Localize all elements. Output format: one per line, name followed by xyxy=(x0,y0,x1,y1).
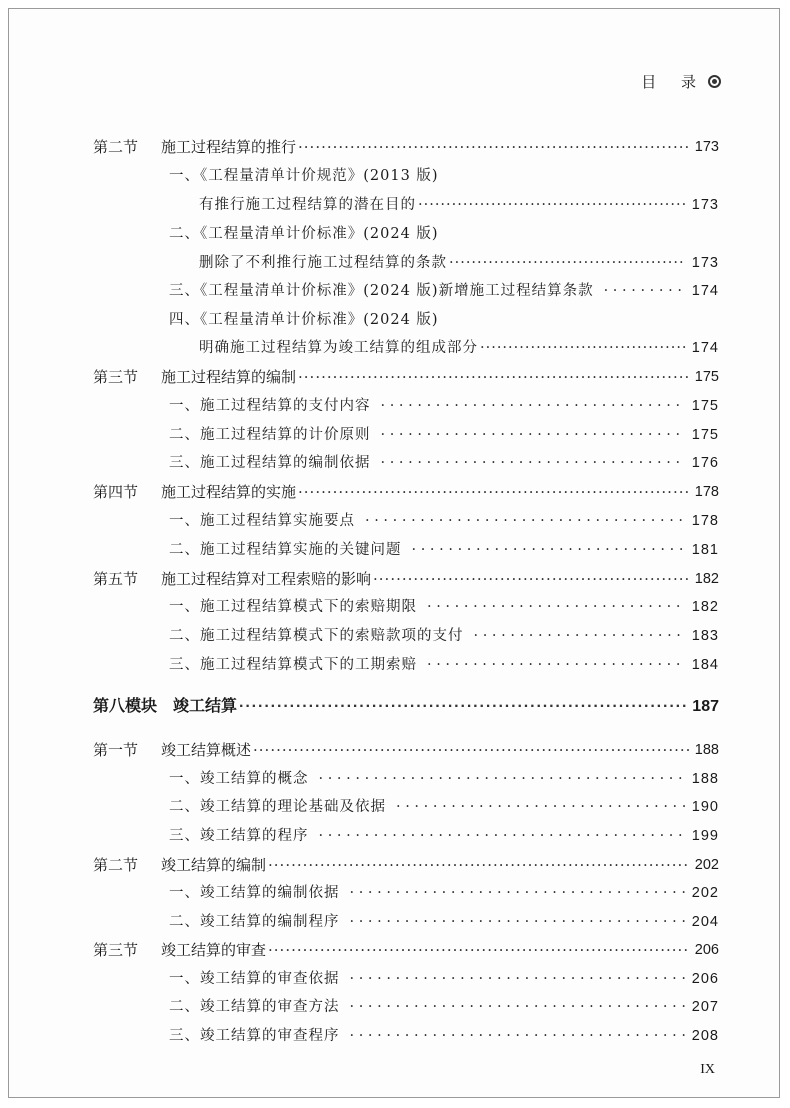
toc-entry-sec xyxy=(93,480,719,504)
toc-title-text: 三、竣工结算的程序 xyxy=(169,828,309,844)
toc-title-text: 删除了不利推行施工过程结算的条款 xyxy=(199,255,447,271)
circle-bullet-icon xyxy=(708,75,721,88)
toc-entry-sub xyxy=(93,538,719,562)
toc-entry-sub xyxy=(93,653,719,677)
toc-title-text: 明确施工过程结算为竣工结算的组成部分 xyxy=(199,340,478,356)
toc-page-number: 176 xyxy=(691,455,719,471)
toc-entry-sub xyxy=(93,624,719,648)
toc-entry-title xyxy=(169,164,439,188)
toc-entry-sub xyxy=(93,1024,719,1048)
dot-leader xyxy=(350,910,686,934)
toc-title-text: 一、竣工结算的编制依据 xyxy=(169,885,340,901)
dot-leader xyxy=(253,738,689,762)
toc-page-number: 188 xyxy=(694,742,719,758)
toc-section-label: 第四节 xyxy=(93,483,139,501)
toc-title-text: 三、施工过程结算的编制依据 xyxy=(169,455,371,471)
toc-page-number: 174 xyxy=(691,340,719,356)
toc-page-number: 208 xyxy=(691,1028,719,1044)
toc-page-number: 175 xyxy=(694,369,719,385)
toc-entry-title xyxy=(93,938,266,962)
toc-page-number: 173 xyxy=(691,197,719,213)
toc-page-number: 182 xyxy=(694,571,719,587)
dot-leader xyxy=(350,995,686,1019)
toc-entry-sub xyxy=(93,308,719,332)
toc-entry-sub xyxy=(93,509,719,533)
toc-page-number: 202 xyxy=(694,857,719,873)
toc-section-label: 第八模块 xyxy=(93,698,158,715)
toc-title-text: 三、竣工结算的审查程序 xyxy=(169,1028,340,1044)
dot-leader xyxy=(319,767,686,791)
dot-leader xyxy=(268,853,689,877)
toc-entry-title xyxy=(93,365,296,389)
toc-entry-title xyxy=(169,394,371,418)
toc-page-number: 182 xyxy=(691,599,719,615)
toc-title-text: 施工过程结算的编制 xyxy=(161,368,297,386)
toc-entry-title xyxy=(169,308,439,332)
dot-leader xyxy=(480,336,686,360)
toc-entry-sub xyxy=(93,910,719,934)
toc-entry-cont xyxy=(93,336,719,360)
dot-leader xyxy=(373,567,689,591)
page-number: IX xyxy=(700,1062,715,1077)
toc-entry-sub xyxy=(93,394,719,418)
toc-section-label: 第三节 xyxy=(93,368,139,386)
toc-entry-title xyxy=(93,853,266,877)
dot-leader xyxy=(396,795,686,819)
toc-page-number: 206 xyxy=(691,971,719,987)
toc-entry-sub xyxy=(93,423,719,447)
toc-entry-sec xyxy=(93,738,719,762)
toc-title-text: 三、施工过程结算模式下的工期索赔 xyxy=(169,657,417,673)
dot-leader xyxy=(381,451,686,475)
toc-title-text: 竣工结算概述 xyxy=(161,741,252,759)
dot-leader xyxy=(365,509,686,533)
toc-entry-sub xyxy=(93,595,719,619)
running-header xyxy=(641,71,721,92)
toc-section-label: 第三节 xyxy=(93,941,139,959)
dot-leader xyxy=(350,881,686,905)
toc-title-text: 施工过程结算的推行 xyxy=(161,138,297,156)
toc-entry-title xyxy=(169,451,371,475)
toc-entry-title xyxy=(93,135,296,159)
toc-page-number: 199 xyxy=(691,828,719,844)
toc-page-number: 181 xyxy=(691,542,719,558)
dot-leader xyxy=(449,251,686,275)
toc-page-number: 188 xyxy=(691,771,719,787)
toc-entry-title xyxy=(169,881,340,905)
toc-title-text: 竣工结算 xyxy=(173,698,238,715)
toc-section-label: 第一节 xyxy=(93,741,139,759)
toc-entry-title xyxy=(169,279,594,303)
toc-entry-sub xyxy=(93,767,719,791)
toc-entry-sec xyxy=(93,853,719,877)
toc-entry-sub xyxy=(93,795,719,819)
toc-entry-title xyxy=(169,509,355,533)
toc-title-text: 竣工结算的编制 xyxy=(161,856,267,874)
dot-leader xyxy=(350,967,686,991)
toc-title-text: 一、施工过程结算实施要点 xyxy=(169,513,355,529)
toc-title-text: 施工过程结算对工程索赔的影响 xyxy=(161,570,372,588)
toc-page-number: 173 xyxy=(691,255,719,271)
dot-leader xyxy=(268,938,689,962)
toc-title-text: 二、竣工结算的理论基础及依据 xyxy=(169,799,386,815)
toc-entry-title xyxy=(169,767,309,791)
toc-entry-title xyxy=(169,1024,340,1048)
dot-leader xyxy=(319,824,686,848)
toc-entry-title xyxy=(169,222,439,246)
toc-entry-title xyxy=(169,538,402,562)
toc-entry-cont xyxy=(93,193,719,217)
toc-entry-sec xyxy=(93,567,719,591)
toc-page-number: 178 xyxy=(691,513,719,529)
toc-section-label: 第二节 xyxy=(93,856,139,874)
toc-entry-sec xyxy=(93,938,719,962)
toc-title-text: 二、施工过程结算的计价原则 xyxy=(169,427,371,443)
dot-leader xyxy=(239,695,686,719)
toc-entry-title xyxy=(169,967,340,991)
toc-page-number: 175 xyxy=(691,398,719,414)
toc-page-number: 175 xyxy=(691,427,719,443)
dot-leader xyxy=(412,538,686,562)
toc-title-text: 二、施工过程结算实施的关键问题 xyxy=(169,542,402,558)
toc-entry-title xyxy=(93,567,371,591)
toc-page-number: 187 xyxy=(692,698,719,715)
toc-entry-module xyxy=(93,695,719,719)
toc-page-number: 174 xyxy=(691,283,719,299)
toc-entry-title xyxy=(169,824,309,848)
toc-title-text: 二、《工程量清单计价标准》(2024 版) xyxy=(169,226,439,242)
dot-leader xyxy=(418,193,686,217)
book-page xyxy=(8,8,780,1098)
toc-page-number: 190 xyxy=(691,799,719,815)
dot-leader xyxy=(381,394,686,418)
toc-entry-sec xyxy=(93,135,719,159)
toc-entry-title xyxy=(169,624,464,648)
dot-leader xyxy=(427,653,686,677)
dot-leader xyxy=(298,135,689,159)
dot-leader xyxy=(427,595,686,619)
toc-entry-title xyxy=(93,695,237,719)
toc-section-label: 第五节 xyxy=(93,570,139,588)
toc-entry-sub xyxy=(93,967,719,991)
toc-title-text: 竣工结算的审查 xyxy=(161,941,267,959)
toc-title-text: 一、竣工结算的概念 xyxy=(169,771,309,787)
toc-page-number: 184 xyxy=(691,657,719,673)
toc-title-text: 一、《工程量清单计价规范》(2013 版) xyxy=(169,168,439,184)
toc-entry-sub xyxy=(93,881,719,905)
toc-title-text: 二、竣工结算的审查方法 xyxy=(169,999,340,1015)
toc-entry-sub xyxy=(93,824,719,848)
toc-entry-title xyxy=(199,193,416,217)
dot-leader xyxy=(298,365,689,389)
toc-entry-title xyxy=(199,251,447,275)
toc-entry-sec xyxy=(93,365,719,389)
dot-leader xyxy=(604,279,686,303)
toc-title-text: 一、竣工结算的审查依据 xyxy=(169,971,340,987)
toc-title-text: 一、施工过程结算模式下的索赔期限 xyxy=(169,599,417,615)
toc-entry-title xyxy=(169,995,340,1019)
toc-entry-sub xyxy=(93,164,719,188)
toc-page-number: 173 xyxy=(694,139,719,155)
toc-page-number: 202 xyxy=(691,885,719,901)
toc-section-label: 第二节 xyxy=(93,138,139,156)
toc-entry-title xyxy=(169,910,340,934)
toc-title-text: 有推行施工过程结算的潜在目的 xyxy=(199,197,416,213)
dot-leader xyxy=(298,480,689,504)
toc-entry-title xyxy=(199,336,478,360)
toc-entry-cont xyxy=(93,251,719,275)
dot-leader xyxy=(474,624,686,648)
dot-leader xyxy=(381,423,686,447)
toc-title-text: 二、施工过程结算模式下的索赔款项的支付 xyxy=(169,628,464,644)
toc-title-text: 一、施工过程结算的支付内容 xyxy=(169,398,371,414)
dot-leader xyxy=(350,1024,686,1048)
toc-entry-title xyxy=(93,480,296,504)
toc-title-text: 三、《工程量清单计价标准》(2024 版)新增施工过程结算条款 xyxy=(169,283,594,299)
toc-page-number: 207 xyxy=(691,999,719,1015)
toc-title-text: 四、《工程量清单计价标准》(2024 版) xyxy=(169,312,439,328)
toc-entry-title xyxy=(169,423,371,447)
toc-entry-sub xyxy=(93,995,719,1019)
toc-page-number: 183 xyxy=(691,628,719,644)
toc-entry-title xyxy=(169,795,386,819)
toc-entry-sub xyxy=(93,222,719,246)
toc-page-number: 178 xyxy=(694,484,719,500)
toc-page-number: 206 xyxy=(694,942,719,958)
toc-entry-title xyxy=(169,595,417,619)
toc-title-text: 二、竣工结算的编制程序 xyxy=(169,914,340,930)
toc-entry-title xyxy=(169,653,417,677)
toc-title-text: 施工过程结算的实施 xyxy=(161,483,297,501)
toc-entry-sub xyxy=(93,279,719,303)
toc-entry-sub xyxy=(93,451,719,475)
toc-page-number: 204 xyxy=(691,914,719,930)
header-title: 目 录 xyxy=(641,73,706,91)
toc-entry-title xyxy=(93,738,251,762)
